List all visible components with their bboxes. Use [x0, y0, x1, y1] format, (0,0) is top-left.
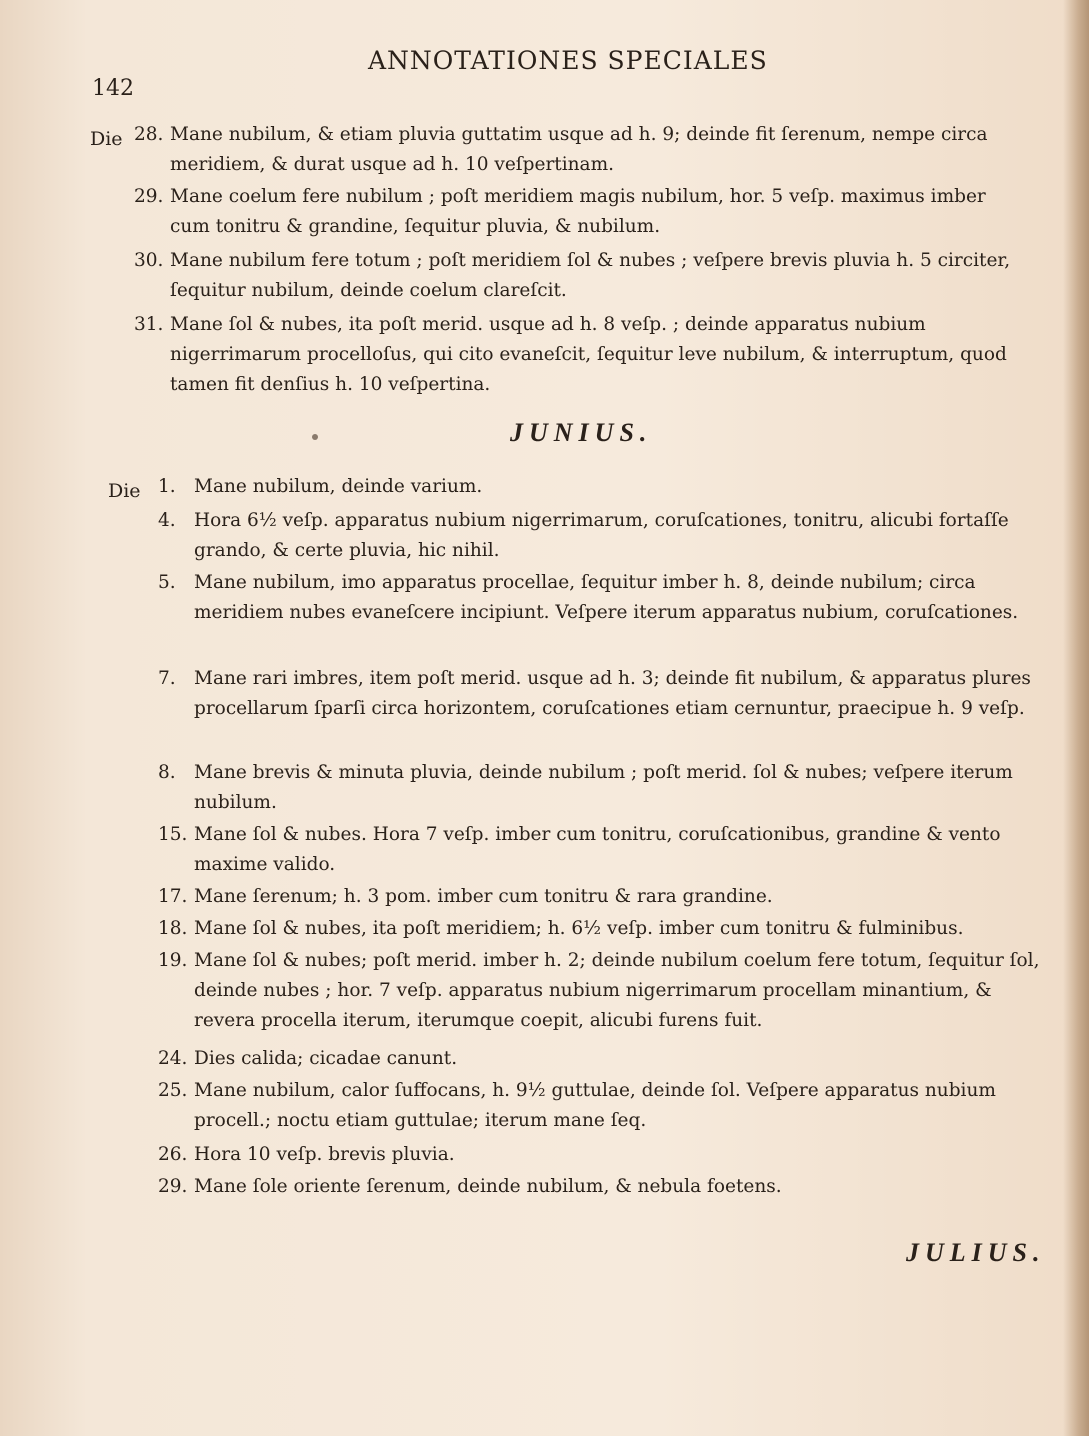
entry-text: Mane rari imbres, item poſt merid. usque ad h. 3; deinde fit nubilum, & apparatus plures procellarum ſparſi circa horizontem, coruſcationes etiam cernuntur, praecipue h. 9 veſp.: [194, 668, 1031, 719]
entry-text: Mane nubilum, imo apparatus procellae, ſequitur imber h. 8, deinde nubilum; circa meridiem nubes evaneſcere incipiunt. Veſpere iterum apparatus nubium, coruſcationes.: [194, 572, 1019, 623]
entry-day: 5.: [158, 572, 176, 593]
entry-text: Dies calida; cicadae canunt.: [194, 1048, 458, 1069]
entry-day: 26.: [158, 1144, 188, 1165]
entry-day: 1.: [158, 476, 176, 497]
entry-day: 8.: [158, 762, 176, 783]
entry-text: Mane coelum fere nubilum ; poſt meridiem magis nubilum, hor. 5 veſp. maximus imber cum tonitru & grandine, ſequitur pluvia, & nubilum.: [170, 186, 986, 237]
page-number: 142: [92, 76, 134, 101]
entry-text: Mane ſol & nubes. Hora 7 veſp. imber cum tonitru, coruſcationibus, grandine & vento maxime valido.: [194, 824, 1001, 875]
entry-day: 19.: [158, 950, 188, 971]
entry-text: Mane nubilum, calor ſuffocans, h. 9½ guttulae, deinde ſol. Veſpere apparatus nubium procell.; noctu etiam guttulae; iterum mane ſeq.: [194, 1080, 996, 1131]
entry-text: Mane ſerenum; h. 3 pom. imber cum tonitru & rara grandine.: [194, 886, 773, 907]
month-title-junius: JUNIUS.: [510, 418, 653, 447]
day-prefix: Die: [108, 480, 141, 502]
entry-day: 29.: [158, 1176, 188, 1197]
entry-day: 29.: [134, 186, 164, 207]
month-title-julius: JULIUS.: [906, 1238, 1046, 1267]
entry-day: 4.: [158, 510, 176, 531]
entry-text: Mane nubilum, deinde varium.: [194, 476, 483, 497]
entry-day: 15.: [158, 824, 188, 845]
entry-text: Mane ſol & nubes, ita poſt meridiem; h. 6½ veſp. imber cum tonitru & fulminibus.: [194, 918, 964, 939]
entry-text: Mane brevis & minuta pluvia, deinde nubilum ; poſt merid. ſol & nubes; veſpere iterum nubilum.: [194, 762, 1013, 813]
entry-day: 31.: [134, 314, 164, 335]
running-head: ANNOTATIONES SPECIALES: [368, 46, 768, 75]
entry-text: Mane ſole oriente ſerenum, deinde nubilum, & nebula foetens.: [194, 1176, 782, 1197]
entry-text: Mane nubilum fere totum ; poſt meridiem ſol & nubes ; veſpere brevis pluvia h. 5 circiter, ſequitur nubilum, deinde coelum clareſcit.: [170, 250, 1011, 301]
entry-text: Hora 10 veſp. brevis pluvia.: [194, 1144, 455, 1165]
entry-day: 18.: [158, 918, 188, 939]
page-edge-shadow: [1063, 0, 1089, 1436]
day-prefix: Die: [90, 128, 123, 150]
entry-day: 17.: [158, 886, 188, 907]
entry-day: 30.: [134, 250, 164, 271]
entry-day: 7.: [158, 668, 176, 689]
entry-day: 28.: [134, 124, 164, 145]
entry-text: Hora 6½ veſp. apparatus nubium nigerrimarum, coruſcationes, tonitru, alicubi fortaſſe grando, & certe pluvia, hic nihil.: [194, 510, 1009, 561]
entry-text: Mane ſol & nubes; poſt merid. imber h. 2; deinde nubilum coelum fere totum, ſequitur ſol, deinde nubes ; hor. 7 veſp. apparatus nubium nigerrimarum procellam minantium, & revera procella iterum, iterumque coepit, alicubi furens fuit.: [194, 950, 1040, 1031]
entry-text: Mane ſol & nubes, ita poſt merid. usque ad h. 8 veſp. ; deinde apparatus nubium nigerrimarum procelloſus, qui cito evaneſcit, ſequitur leve nubilum, & interruptum, quod tamen fit denſius h. 10 veſpertina.: [170, 314, 1007, 395]
ink-spot: [312, 434, 318, 440]
entry-day: 25.: [158, 1080, 188, 1101]
entry-day: 24.: [158, 1048, 188, 1069]
entry-text: Mane nubilum, & etiam pluvia guttatim usque ad h. 9; deinde fit ſerenum, nempe circa meridiem, & durat usque ad h. 10 veſpertinam.: [170, 124, 988, 175]
